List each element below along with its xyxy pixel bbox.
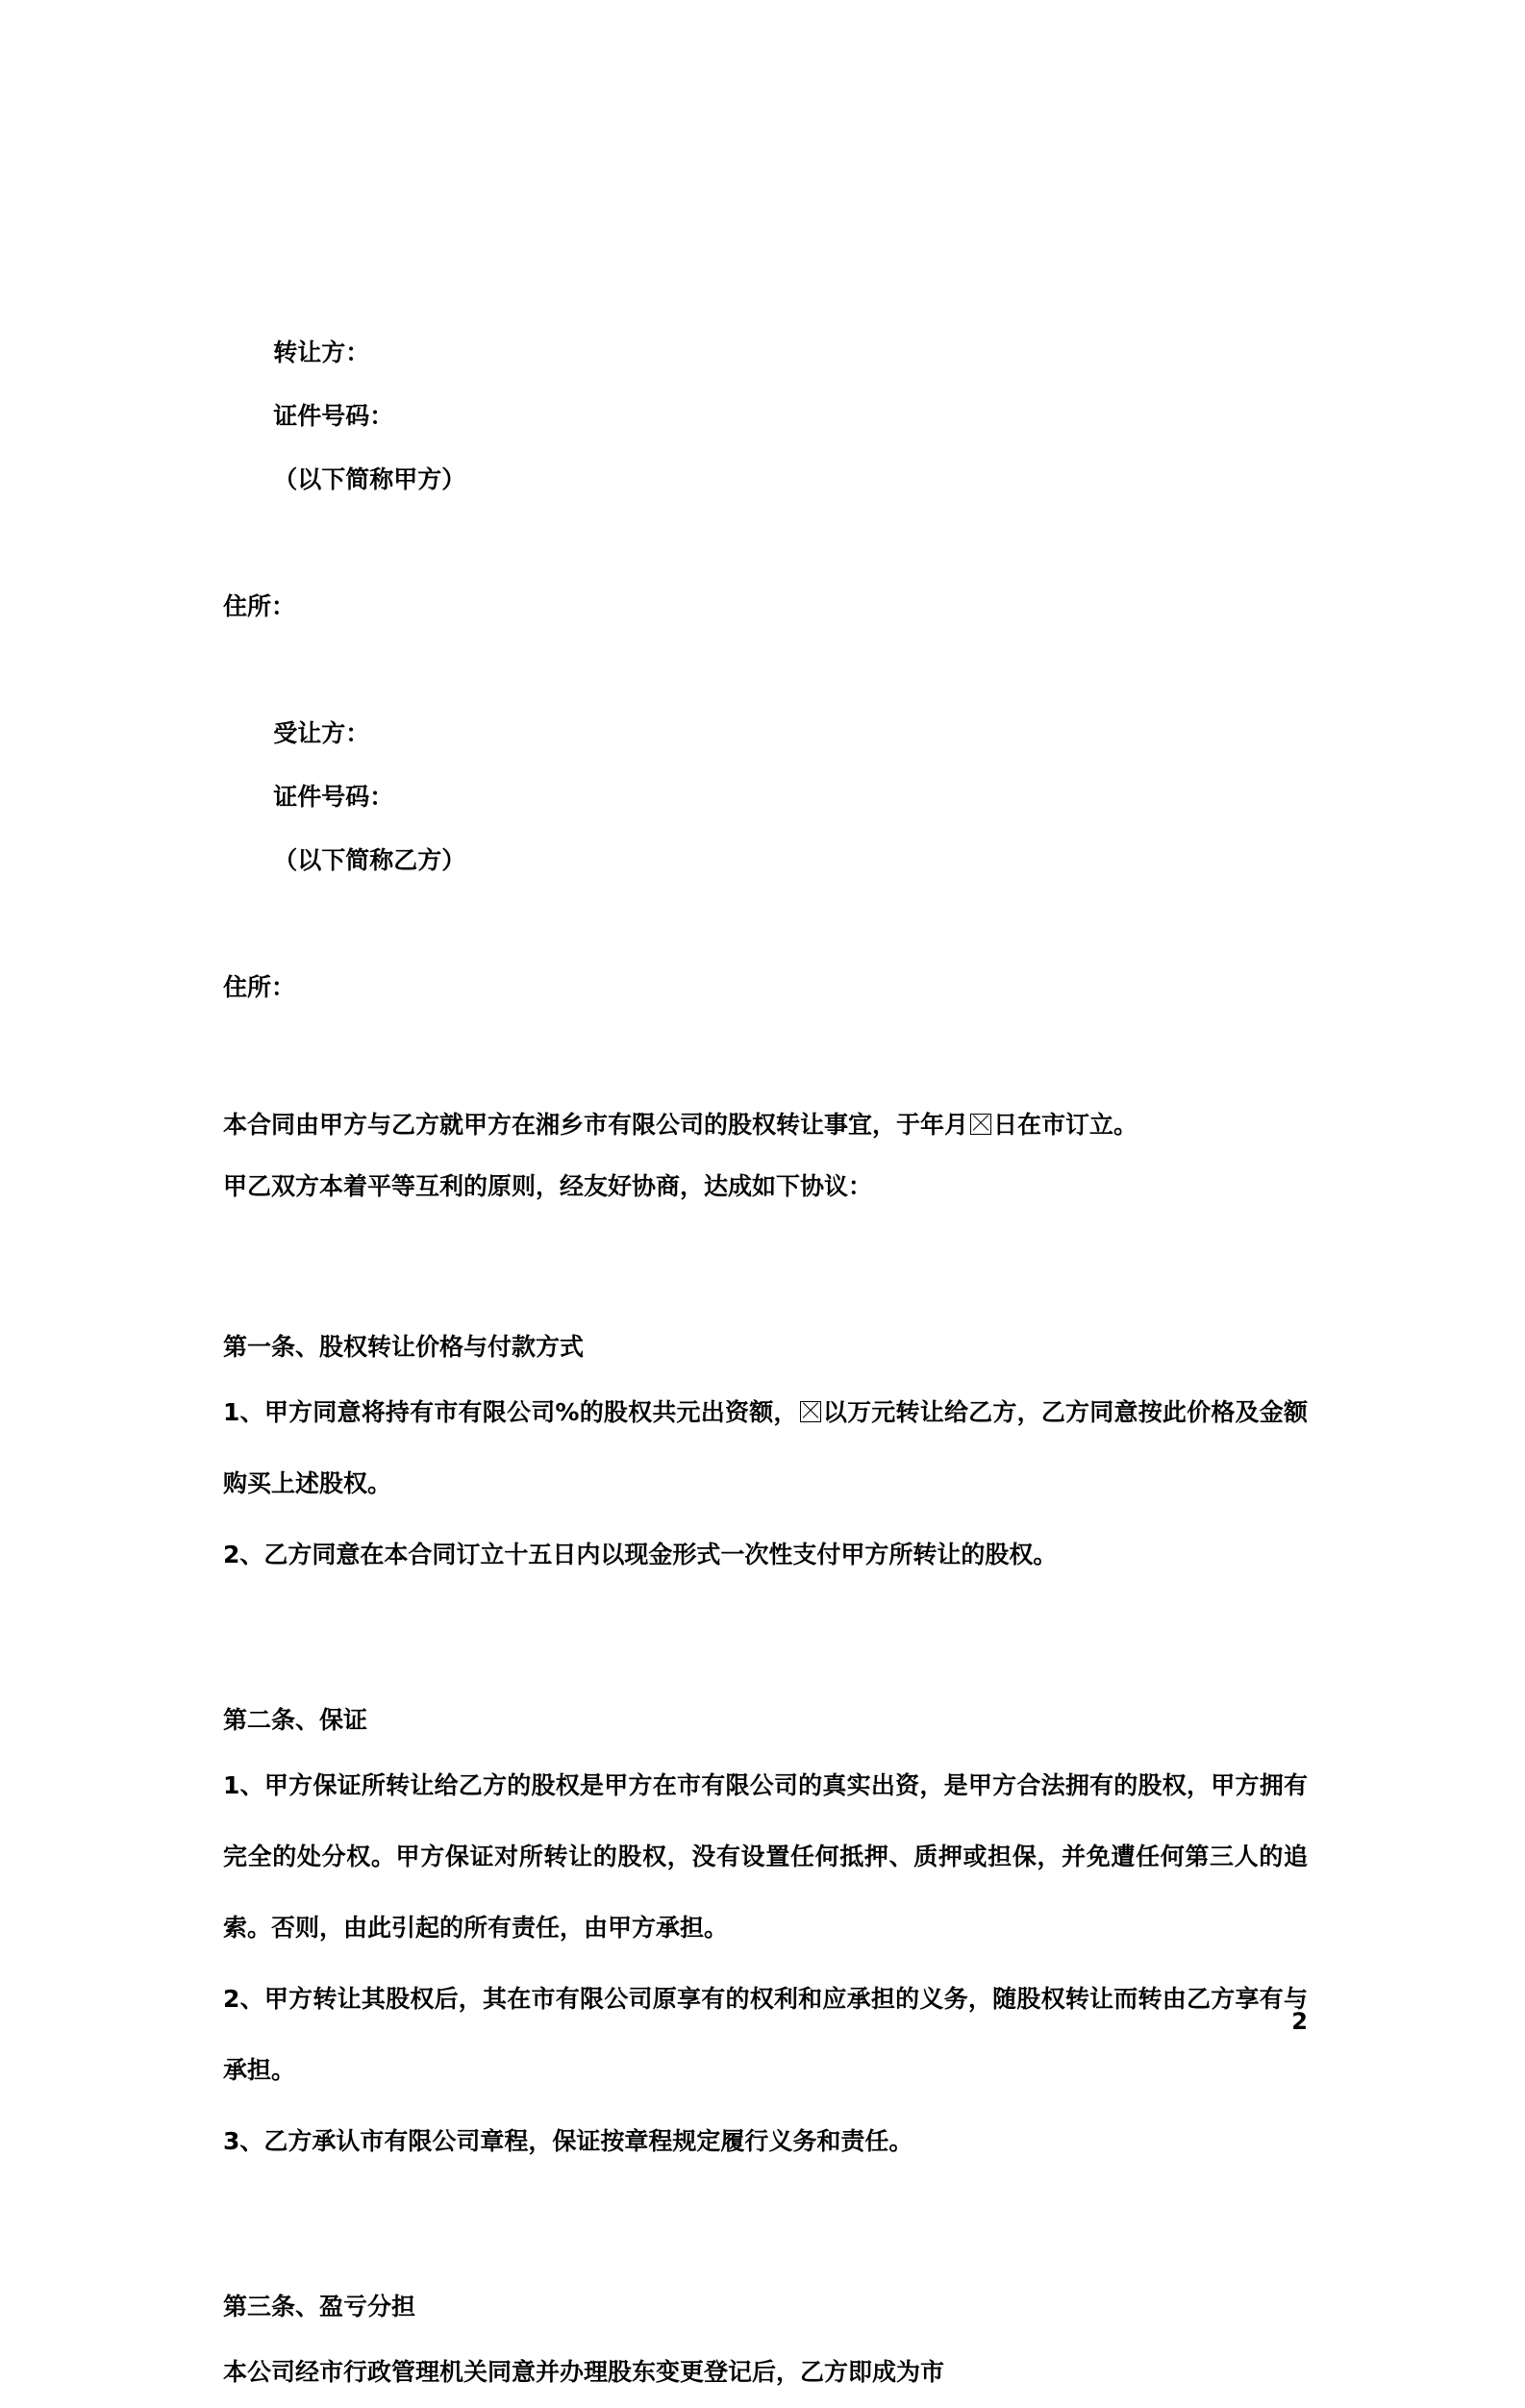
- section-1-item-1: [223, 1377, 1308, 1519]
- preamble-text-before-box: 本合同由甲方与乙方就甲方在湘乡市有限公司的股权转让事宜，于年月: [223, 1111, 969, 1139]
- blank-box-icon: [800, 1401, 821, 1422]
- transferor-alias-label: （以下简称甲方）: [273, 465, 466, 493]
- spacer: [223, 1591, 1308, 1691]
- spacer: [223, 1019, 1308, 1094]
- preamble-line-2: 甲乙双方本着平等互利的原则，经友好协商，达成如下协议：: [223, 1172, 873, 1200]
- section-3-item-1: 本公司经市行政管理机关同意并办理股东变更登记后，乙方即成为市: [223, 2358, 945, 2386]
- item-text-after-box: 以万元转让给乙方，乙方同意按此价格及金额购买上述股权。: [223, 1398, 1308, 1497]
- blank-box-icon: [970, 1114, 991, 1135]
- transferor-row: [223, 258, 1308, 575]
- section-heading-3: 第三条、盈亏分担: [223, 2293, 416, 2320]
- transferor-id-label: 证件号码：: [273, 402, 394, 430]
- transferor-address-label: 住所：: [223, 592, 296, 620]
- section-heading-1: 第一条、股权转让价格与付款方式: [223, 1333, 585, 1361]
- spacer: [223, 2177, 1308, 2277]
- transferee-label: 受让方：: [273, 719, 370, 747]
- transferor-label: 转让方：: [273, 339, 370, 366]
- item-text-before-box: 1、甲方同意将持有市有限公司%的股权共元出资额，: [223, 1398, 798, 1426]
- transferee-row: [223, 639, 1308, 956]
- section-2-item-1: 1、甲方保证所转让给乙方的股权是甲方在市有限公司的真实出资，是甲方合法拥有的股权，甲方拥有完全的处分权。甲方保证对所转让的股权，没有设置任何抵押、质押或担保，并免遭任何第三人的追索。否则，由此引起的所有责任，由甲方承担。: [223, 1771, 1308, 1942]
- document-body: [223, 258, 1308, 2408]
- section-2-item-2: 2、甲方转让其股权后，其在市有限公司原享有的权利和应承担的义务，随股权转让而转由乙方享有与承担。: [223, 1985, 1308, 2084]
- preamble-line-1: [223, 1094, 1308, 1156]
- preamble-text-after-box: 日在市订立。: [993, 1111, 1138, 1139]
- section-2-item-3: 3、乙方承认市有限公司章程，保证按章程规定履行义务和责任。: [223, 2127, 913, 2155]
- section-heading-2: 第二条、保证: [223, 1706, 368, 1734]
- transferee-address-label: 住所：: [223, 973, 296, 1001]
- page-number: 2: [1291, 2008, 1308, 2035]
- spacer: [223, 1217, 1308, 1317]
- section-1-item-2: 2、乙方同意在本合同订立十五日内以现金形式一次性支付甲方所转让的股权。: [223, 1541, 1058, 1568]
- transferee-id-label: 证件号码：: [273, 783, 394, 811]
- transferee-alias-label: （以下简称乙方）: [273, 846, 466, 874]
